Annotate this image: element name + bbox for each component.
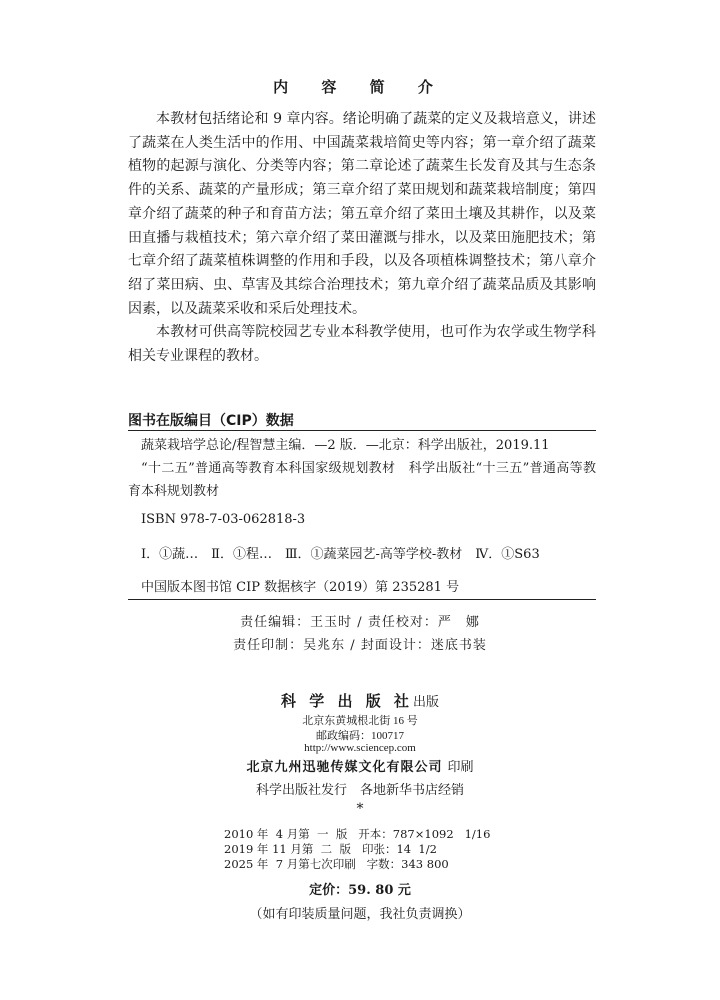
price-value: 59. 80 元 [348,883,411,898]
cip-classification: Ⅰ．①蔬… Ⅱ．①程… Ⅲ．①蔬菜园艺-高等学校-教材 Ⅳ．①S63 [141,547,540,562]
intro-title: 内 容 简 介 [273,78,447,96]
cip-series: “十二五”普通高等教育本科国家级规划教材 科学出版社“十三五”普通高等教育本科规划教材 [128,461,596,499]
distribution: 科学出版社发行 各地新华书店经销 [255,783,464,798]
printer-suffix: 印刷 [447,760,474,775]
publisher-address: 北京东黄城根北街 16 号 [302,715,418,727]
price-label: 定价： [309,883,349,898]
printer-name: 北京九州迅驰传媒文化有限公司 [246,760,443,775]
price [0,879,720,898]
publisher-suffix: 出版 [412,695,439,710]
printer-line [0,756,720,775]
cip-top-divider [128,430,596,431]
edition-line: 2025 年 7 月第七次印刷 字数：343 800 [224,857,449,871]
cip-heading: 图书在版编目（CIP）数据 [128,413,294,429]
quality-notice: （如有印装质量问题，我社负责调换） [249,907,471,922]
cip-record [128,434,596,503]
cip-number: 中国版本图书馆 CIP 数据核字（2019）第 235281 号 [141,580,460,595]
edition-info [224,827,524,872]
edition-line: 2019 年 11 月第 二 版 印张：14 1/2 [224,842,437,856]
cip-record-line: 蔬菜栽培学总论/程智慧主编．—2 版．—北京：科学出版社，2019.11 [141,438,550,453]
intro-paragraph: 本教材可供高等院校园艺专业本科教学使用，也可作为农学或生物学科相关专业课程的教材。 [128,324,596,365]
edition-line: 2010 年 4 月第 一 版 开本：787×1092 1/16 [224,827,491,841]
publisher-line [0,690,720,711]
cip-isbn: ISBN 978-7-03-062818-3 [141,512,306,527]
cip-bottom-divider [128,599,596,600]
separator-star: * [356,801,364,817]
publisher-name: 科 学 出 版 社 [281,692,413,710]
intro-body [128,108,596,369]
intro-paragraph: 本教材包括绪论和 9 章内容。绪论明确了蔬菜的定义及栽培意义，讲述了蔬菜在人类生活中的作用、中国蔬菜栽培简史等内容；第一章介绍了蔬菜植物的起源与演化、分类等内容；第二章论述了蔬菜生长发育及其与生态条件的关系、蔬菜的产量形成；第三章介绍了菜田规划和蔬菜栽培制度；第四章介绍了蔬菜的种子和育苗方法；第五章介绍了菜田土壤及其耕作，以及菜田直播与栽植技术；第六章介绍了菜田灌溉与排水，以及菜田施肥技术；第七章介绍了蔬菜植株调整的作用和手段，以及各项植株调整技术；第八章介绍了菜田病、虫、草害及其综合治理技术；第九章介绍了蔬菜品质及其影响因素，以及蔬菜采收和采后处理技术。 [128,111,596,317]
publisher-postcode: 邮政编码：100717 [316,730,404,742]
credits-editors: 责任编辑：王玉时 / 责任校对：严 娜 [240,615,480,630]
credits-production: 责任印制：吴兆东 / 封面设计：迷底书装 [233,638,487,653]
publisher-url: http://www.sciencep.com [304,742,416,754]
